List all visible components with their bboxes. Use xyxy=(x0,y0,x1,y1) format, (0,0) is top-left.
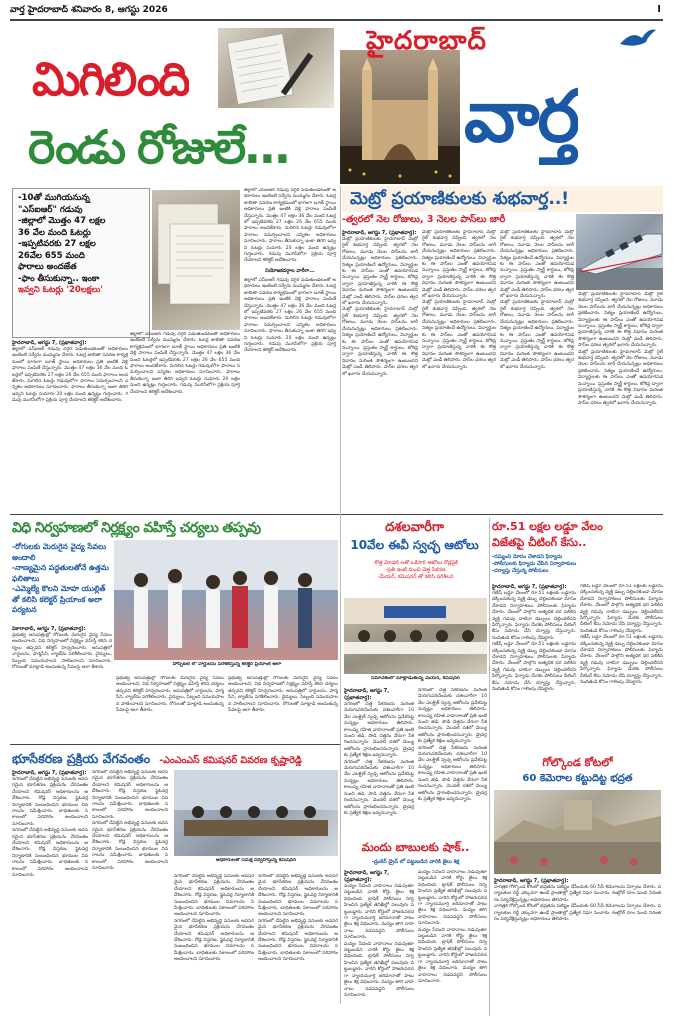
negligence-bullets xyxy=(12,542,112,622)
negligence-photo-caption-wrap xyxy=(116,662,338,674)
land-body-col4 xyxy=(258,874,338,1014)
laddu-headline-1-wrap xyxy=(492,520,663,536)
metro-body-text-cont2: మెట్రో ప్రయాణికులకు హైదరాబాద్ మెట్రో రైల్ శుభవార్త చెప్పింది. త్వరలో నెల రోజులు, మూడు నెలల పాస్‌లను జారీ చేయనున్నట్లు అధికారులు ప్రకటించారు. నిత్యం ప్రయాణించే ఉద్యోగులు, విద్యార్థులకు ఈ పాస్‌లు ఎంతో ఉపయోగపడనున్నాయి. ప్రస్తుతం స్మార్ట్ కార్డులు, టోకెన్ల ద్వారా ప్రయాణిస్తున్న వారికి ఈ కొత్త విధానం మరింత సౌకర్యంగా ఉంటుందని మెట్రో ఎండీ తెలిపారు. పాస్‌ల ధరలు త్వరలో ఖరారు చేయనున్నారు. xyxy=(500,230,574,300)
land-headline-wrap xyxy=(12,748,338,766)
metro-body-text-cont3: మెట్రో ప్రయాణికులకు హైదరాబాద్ మెట్రో రైల్ శుభవార్త చెప్పింది. త్వరలో నెల రోజులు, మూడు నెలల పాస్‌లను జారీ చేయనున్నట్లు అధికారులు ప్రకటించారు. నిత్యం ప్రయాణించే ఉద్యోగులు, విద్యార్థులకు ఈ పాస్‌లు ఎంతో ఉపయోగపడనున్నాయి. ప్రస్తుతం స్మార్ట్ కార్డులు, టోకెన్ల ద్వారా ప్రయాణిస్తున్న వారికి ఈ కొత్త విధానం మరింత సౌకర్యంగా ఉంటుందని మెట్రో ఎండీ తెలిపారు. పాస్‌ల ధరలు త్వరలో ఖరారు చేయనున్నారు. xyxy=(578,292,663,349)
land-headline-2: -ఎంఎంఎస్ కమిషనర్ వివరణ కృష్ణారెడ్డి xyxy=(159,755,302,766)
masthead-dateline: వార్త హైదరాబాద్ శనివారం 8, ఆగస్టు 2026 xyxy=(10,5,168,15)
ev-body-col2 xyxy=(418,688,487,836)
cameras-headline-1-wrap xyxy=(492,756,663,772)
land-meeting-photo xyxy=(174,770,338,856)
liquor-body-text: మద్యం సేవించి వాహనాలు నడుపుతూ పట్టుబడిన వారికి కోర్టు జైలు శిక్ష విధించింది. ట్రాఫిక్ పోలీసులు నిర్వహించిన ప్రత్యేక తనిఖీల్లో పలువురు పట్టుబడ్డారు. వారిని కోర్టులో హాజరుపరచగా న్యాయమూర్తి జరిమానాతో పాటు జైలు శిక్ష విధించారు. మద్యం తాగి వాహనాలు నడపవద్దని పోలీసులు సూచించారు. xyxy=(344,884,414,941)
land-dateline: హైదరాబాద్, ఆగస్టు 7, (ప్రభాతవార్త): xyxy=(12,770,87,776)
negligence-bullet-3: -ఎమ్మెల్యే కొలని మోహ యుల్లిత్ తో కలిసి కలెక్టర్ ప్రియాంక అలా పర్యటన xyxy=(12,584,106,614)
land-body-text-cont2: నగరంలో చేపట్టిన అభివృద్ధి పనులకు అవసరమైన భూసేకరణ ప్రక్రియను వేగవంతం చేయాలని కమిషనర్ అధికారులను ఆదేశించారు. రోడ్ల విస్తరణ, ఫ్లైఓవర్ల నిర్మాణానికి సంబంధించిన భూముల వివరాలను సమీక్షించారు. బాధితులకు సకాలంలో పరిహారం అందించాలని సూచించారు. xyxy=(174,874,254,918)
laddu-body-text-b: గణేష్ లడ్డూ వేలంలో రూ.51 లక్షలకు లడ్డూను దక్కించుకున్న వ్యక్తి డబ్బు చెల్లించకుండా మోసం చేశాడని నిర్వాహకులు పోలీసులకు ఫిర్యాదు చేశారు. వేలంలో పాల్గొని అత్యధిక ధర పలికిన వ్యక్తి గడువు దాటినా డబ్బులు చెల్లించలేదని పేర్కొన్నారు. ఫిర్యాదు మేరకు పోలీసులు చీటింగ్ కేసు నమోదు చేసి దర్యాప్తు చేస్తున్నారు. నిందితుడి కోసం గాలింపు చేపట్టారు. xyxy=(492,642,576,693)
bird-logo-icon xyxy=(618,26,658,52)
lead-bullets xyxy=(18,193,144,297)
cameras-dateline: హైదరాబాద్, ఆగస్టు 7, (ప్రభాతవార్త): xyxy=(494,878,569,884)
liquor-body-col2 xyxy=(418,870,487,1016)
liquor-dateline: హైదరాబాద్, ఆగస్టు 7, (ప్రభాతవార్త): xyxy=(344,870,390,883)
fort-icon xyxy=(494,790,661,874)
lead-dateline: హైదరాబాద్, ఆగస్టు 7, (ప్రభాతవార్త): xyxy=(12,340,87,346)
ev-headline-1: దశలవారీగా xyxy=(385,520,444,535)
negligence-body-text-cont: ప్రభుత్వ ఆసుపత్రుల్లో రోగులకు మెరుగైన వైద్య సేవలు అందించాలని, విధి నిర్వహణలో నిర్లక్ష్యం వహిస్తే కఠిన చర్యలు తప్పవని కలెక్టర్ హెచ్చరించారు. ఆసుపత్రిలో వార్డులను, ఫార్మసీని, ల్యాబ్‌ను పరిశీలించారు. వైద్యులు, సిబ్బంది సమయపాలన పాటించాలని సూచించారు. రోగులతో మాట్లాడి అందుతున్న సేవలపై ఆరా తీశారు. xyxy=(116,676,224,714)
ballot-paper-photo xyxy=(218,28,334,108)
ev-body-text-cont-b: నగరంలో చెత్త సేకరణను మరింత మెరుగుపరిచేందుకు దశలవారీగా 10 వేల ఎలక్ట్రిక్ స్వచ్ఛ ఆటోలను ప్రవేశపెట్టనున్నట్లు అధికారులు తెలిపారు. కాలుష్య రహిత వాహనాలతో ప్రతి ఇంటి నుంచి తడి, పొడి చెత్తను వేరుగా సేకరించనున్నారు. మొదటి దశలో వెయ్యి ఆటోలను ప్రారంభించనున్నారు. డ్రైవర్లకు ప్రత్యేక శిక్షణ ఇవ్వనున్నారు. xyxy=(418,745,487,802)
ev-bullet-3: -మేయర్, కమిషనర్ తో కలిసి పరిశీలన xyxy=(377,574,454,580)
negligence-headline-wrap xyxy=(12,520,338,538)
lead-bullet-6: 26వేల 655 మంది xyxy=(18,250,85,261)
negligence-headline: విధి నిర్వహణలో నిర్లక్ష్యం వహిస్తే చర్యలు తప్పవు xyxy=(12,520,261,536)
column-rule-right xyxy=(489,518,490,1018)
metro-headline-band xyxy=(342,186,663,212)
negligence-body-text-cont2: ప్రభుత్వ ఆసుపత్రుల్లో రోగులకు మెరుగైన వైద్య సేవలు అందించాలని, విధి నిర్వహణలో నిర్లక్ష్యం వహిస్తే కఠిన చర్యలు తప్పవని కలెక్టర్ హెచ్చరించారు. ఆసుపత్రిలో వార్డులను, ఫార్మసీని, ల్యాబ్‌ను పరిశీలించారు. వైద్యులు, సిబ్బంది సమయపాలన పాటించాలని సూచించారు. రోగులతో మాట్లాడి అందుతున్న సేవలపై ఆరా తీశారు. xyxy=(228,676,338,714)
metro-body-text-cont: మెట్రో ప్రయాణికులకు హైదరాబాద్ మెట్రో రైల్ శుభవార్త చెప్పింది. త్వరలో నెల రోజులు, మూడు నెలల పాస్‌లను జారీ చేయనున్నట్లు అధికారులు ప్రకటించారు. నిత్యం ప్రయాణించే ఉద్యోగులు, విద్యార్థులకు ఈ పాస్‌లు ఎంతో ఉపయోగపడనున్నాయి. ప్రస్తుతం స్మార్ట్ కార్డులు, టోకెన్ల ద్వారా ప్రయాణిస్తున్న వారికి ఈ కొత్త విధానం మరింత సౌకర్యంగా ఉంటుందని మెట్రో ఎండీ తెలిపారు. పాస్‌ల ధరలు త్వరలో ఖరారు చేయనున్నారు. xyxy=(422,230,496,300)
lead-headline-line1: మిగిలింది xyxy=(32,52,189,106)
land-body-text-cont: నగరంలో చేపట్టిన అభివృద్ధి పనులకు అవసరమైన భూసేకరణ ప్రక్రియను వేగవంతం చేయాలని కమిషనర్ అధికారులను ఆదేశించారు. రోడ్ల విస్తరణ, ఫ్లైఓవర్ల నిర్మాణానికి సంబంధించిన భూముల వివరాలను సమీక్షించారు. బాధితులకు సకాలంలో పరిహారం అందించాలని సూచించారు. xyxy=(92,770,168,820)
metro-train-photo xyxy=(576,214,663,290)
conference-table-icon xyxy=(174,770,338,856)
liquor-body-text-cont: మద్యం సేవించి వాహనాలు నడుపుతూ పట్టుబడిన వారికి కోర్టు జైలు శిక్ష విధించింది. ట్రాఫిక్ పోలీసులు నిర్వహించిన ప్రత్యేక తనిఖీల్లో పలువురు పట్టుబడ్డారు. వారిని కోర్టులో హాజరుపరచగా న్యాయమూర్తి జరిమానాతో పాటు జైలు శిక్ష విధించారు. మద్యం తాగి వాహనాలు నడపవద్దని పోలీసులు సూచించారు. xyxy=(418,870,487,927)
negligence-body-col1 xyxy=(12,626,112,742)
negligence-bullet-1: -రోగులకు మెరుగైన వైద్య సేవలు అందాలి xyxy=(12,542,107,562)
negligence-dateline: వికారాబాద్, ఆగస్టు 7, (ప్రభాతవార్త): xyxy=(12,626,86,632)
land-body-text-cont-b: నగరంలో చేపట్టిన అభివృద్ధి పనులకు అవసరమైన భూసేకరణ ప్రక్రియను వేగవంతం చేయాలని కమిషనర్ అధికారులను ఆదేశించారు. రోడ్ల విస్తరణ, ఫ్లైఓవర్ల నిర్మాణానికి సంబంధించిన భూముల వివరాలను సమీక్షించారు. బాధితులకు సకాలంలో పరిహారం అందించాలని సూచించారు. xyxy=(92,821,168,872)
form-stack-icon xyxy=(152,190,240,330)
laddu-body-text: గణేష్ లడ్డూ వేలంలో రూ.51 లక్షలకు లడ్డూను దక్కించుకున్న వ్యక్తి డబ్బు చెల్లించకుండా మోసం చేశాడని నిర్వాహకులు పోలీసులకు ఫిర్యాదు చేశారు. వేలంలో పాల్గొని అత్యధిక ధర పలికిన వ్యక్తి గడువు దాటినా డబ్బులు చెల్లించలేదని పేర్కొన్నారు. ఫిర్యాదు మేరకు పోలీసులు చీటింగ్ కేసు నమోదు చేసి దర్యాప్తు చేస్తున్నారు. నిందితుడి కోసం గాలింపు చేపట్టారు. xyxy=(492,591,576,641)
ev-headline-2-wrap xyxy=(342,538,487,560)
lead-bullet-4: 36 వేల మంది ఓటర్లు xyxy=(18,227,91,238)
negligence-photo-caption: హాస్పిటల్ లో వార్డులను పరిశీలిస్తున్న కలెక్టర్ ప్రియాంక అలా xyxy=(172,662,282,667)
ev-bullets xyxy=(344,560,487,596)
ev-dateline: హైదరాబాద్, ఆగస్టు 7, (ప్రభాతవార్త): xyxy=(344,688,390,701)
metro-body-col4 xyxy=(578,292,663,510)
lead-bullet-8: -ఫాం తీసుకున్నా.. ఇంకా xyxy=(18,273,100,284)
negligence-body-text: ప్రభుత్వ ఆసుపత్రుల్లో రోగులకు మెరుగైన వైద్య సేవలు అందించాలని, విధి నిర్వహణలో నిర్లక్ష్యం వహిస్తే కఠిన చర్యలు తప్పవని కలెక్టర్ హెచ్చరించారు. ఆసుపత్రిలో వార్డులను, ఫార్మసీని, ల్యాబ్‌ను పరిశీలించారు. వైద్యులు, సిబ్బంది సమయపాలన పాటించాలని సూచించారు. రోగులతో మాట్లాడి అందుతున్న సేవలపై ఆరా తీశారు. xyxy=(12,633,112,671)
collector-visit-photo xyxy=(114,540,338,660)
land-body-col2 xyxy=(92,770,168,1014)
lead-body-col1 xyxy=(12,340,128,510)
lead-bullet-9: ఇవ్వని ఓటర్లు '20లక్షలు' xyxy=(18,285,103,295)
land-body-col1 xyxy=(12,770,88,1014)
ev-photo-caption-wrap xyxy=(344,676,487,686)
metro-body-text-cont-b: మెట్రో ప్రయాణికులకు హైదరాబాద్ మెట్రో రైల్ శుభవార్త చెప్పింది. త్వరలో నెల రోజులు, మూడు నెలల పాస్‌లను జారీ చేయనున్నట్లు అధికారులు ప్రకటించారు. నిత్యం ప్రయాణించే ఉద్యోగులు, విద్యార్థులకు ఈ పాస్‌లు ఎంతో ఉపయోగపడనున్నాయి. ప్రస్తుతం స్మార్ట్ కార్డులు, టోకెన్ల ద్వారా ప్రయాణిస్తున్న వారికి ఈ కొత్త విధానం మరింత సౌకర్యంగా ఉంటుందని మెట్రో ఎండీ తెలిపారు. పాస్‌ల ధరలు త్వరలో ఖరారు చేయనున్నారు. xyxy=(422,300,496,370)
laddu-bullet-2: -పోలీసులకు ఫిర్యాదు చేసిన నిర్వాహకులు xyxy=(492,561,577,567)
negligence-body-col2 xyxy=(116,676,224,742)
laddu-bullet-3: -దర్యాప్తు చేస్తున్న పోలీసులు xyxy=(492,568,549,574)
section-divider-1 xyxy=(10,514,663,515)
laddu-headline-2-wrap xyxy=(492,536,663,552)
ev-body-text-b: నగరంలో చెత్త సేకరణను మరింత మెరుగుపరిచేందుకు దశలవారీగా 10 వేల ఎలక్ట్రిక్ స్వచ్ఛ ఆటోలను ప్రవేశపెట్టనున్నట్లు అధికారులు తెలిపారు. కాలుష్య రహిత వాహనాలతో ప్రతి ఇంటి నుంచి తడి, పొడి చెత్తను వేరుగా సేకరించనున్నారు. మొదటి దశలో వెయ్యి ఆటోలను ప్రారంభించనున్నారు. డ్రైవర్లకు ప్రత్యేక శిక్షణ ఇవ్వనున్నారు. xyxy=(344,759,414,816)
ev-meeting-photo xyxy=(344,598,487,674)
lead-body-text-cont3: జిల్లాలో ఎస్ఐఆర్ గడువు దగ్గర పడుతుండటంతో అధికారులు ఇంటింటి సర్వేను ముమ్మరం చేశారు. ఓటర్ల జాబితా సవరణ కార్యక్రమంలో భాగంగా బూత్ స్థాయి అధికారులు ప్రతి ఇంటికి వెళ్లి ఫారాలు పంపిణీ చేస్తున్నారు. మొత్తం 47 లక్షల 36 వేల మంది ఓటర్లలో ఇప్పటివరకు 27 లక్షల 26 వేల 655 మంది ఫారాలు అందజేశారు. మిగిలిన ఓటర్లు గడువులోగా ఫారాలు సమర్పించాలని ఎన్నికల అధికారులు సూచించారు. ఫారాలు తీసుకున్నా ఇంకా తిరిగి ఇవ్వని ఓటర్లు సుమారు 20 లక్షల మంది ఉన్నట్లు గుర్తించారు. గడువు ముగిసేలోగా ప్రక్రియ పూర్తి చేయాలని కలెక్టర్ ఆదేశించారు. xyxy=(244,277,336,354)
metro-body-col1 xyxy=(342,230,418,510)
column-rule-main xyxy=(340,186,341,1004)
lead-body-text: జిల్లాలో ఎస్ఐఆర్ గడువు దగ్గర పడుతుండటంతో అధికారులు ఇంటింటి సర్వేను ముమ్మరం చేశారు. ఓటర్ల జాబితా సవరణ కార్యక్రమంలో భాగంగా బూత్ స్థాయి అధికారులు ప్రతి ఇంటికి వెళ్లి ఫారాలు పంపిణీ చేస్తున్నారు. మొత్తం 47 లక్షల 36 వేల మంది ఓటర్లలో ఇప్పటివరకు 27 లక్షల 26 వేల 655 మంది ఫారాలు అందజేశారు. మిగిలిన ఓటర్లు గడువులోగా ఫారాలు సమర్పించాలని ఎన్నికల అధికారులు సూచించారు. ఫారాలు తీసుకున్నా ఇంకా తిరిగి ఇవ్వని ఓటర్లు సుమారు 20 లక్షల మంది ఉన్నట్లు గుర్తించారు. గడువు ముగిసేలోగా ప్రక్రియ పూర్తి చేయాలని కలెక్టర్ ఆదేశించారు. xyxy=(12,347,128,404)
liquor-body-text-cont-b: మద్యం సేవించి వాహనాలు నడుపుతూ పట్టుబడిన వారికి కోర్టు జైలు శిక్ష విధించింది. ట్రాఫిక్ పోలీసులు నిర్వహించిన ప్రత్యేక తనిఖీల్లో పలువురు పట్టుబడ్డారు. వారిని కోర్టులో హాజరుపరచగా న్యాయమూర్తి జరిమానాతో పాటు జైలు శిక్ష విధించారు. మద్యం తాగి వాహనాలు నడపవద్దని పోలీసులు సూచించారు. xyxy=(418,927,487,984)
metro-body-text-cont2-b: మెట్రో ప్రయాణికులకు హైదరాబాద్ మెట్రో రైల్ శుభవార్త చెప్పింది. త్వరలో నెల రోజులు, మూడు నెలల పాస్‌లను జారీ చేయనున్నట్లు అధికారులు ప్రకటించారు. నిత్యం ప్రయాణించే ఉద్యోగులు, విద్యార్థులకు ఈ పాస్‌లు ఎంతో ఉపయోగపడనున్నాయి. ప్రస్తుతం స్మార్ట్ కార్డులు, టోకెన్ల ద్వారా ప్రయాణిస్తున్న వారికి ఈ కొత్త విధానం మరింత సౌకర్యంగా ఉంటుందని మెట్రో ఎండీ తెలిపారు. పాస్‌ల ధరలు త్వరలో ఖరారు చేయనున్నారు. xyxy=(500,300,574,370)
metro-body-text: మెట్రో ప్రయాణికులకు హైదరాబాద్ మెట్రో రైల్ శుభవార్త చెప్పింది. త్వరలో నెల రోజులు, మూడు నెలల పాస్‌లను జారీ చేయనున్నట్లు అధికారులు ప్రకటించారు. నిత్యం ప్రయాణించే ఉద్యోగులు, విద్యార్థులకు ఈ పాస్‌లు ఎంతో ఉపయోగపడనున్నాయి. ప్రస్తుతం స్మార్ట్ కార్డులు, టోకెన్ల ద్వారా ప్రయాణిస్తున్న వారికి ఈ కొత్త విధానం మరింత సౌకర్యంగా ఉంటుందని మెట్రో ఎండీ తెలిపారు. పాస్‌ల ధరలు త్వరలో ఖరారు చేయనున్నారు. xyxy=(342,237,418,307)
land-photo-caption: అధికారులతో సమీక్ష నిర్వహిస్తున్న కమిషనర్ xyxy=(215,858,297,863)
laddu-bullet-1: -నమ్మించి మోసం చేశాడని ఫిర్యాదు xyxy=(492,554,563,560)
lead-bullet-7: ఫారాలు అందజేత xyxy=(18,262,77,272)
lead-body-text-cont2: జిల్లాలో ఎస్ఐఆర్ గడువు దగ్గర పడుతుండటంతో అధికారులు ఇంటింటి సర్వేను ముమ్మరం చేశారు. ఓటర్ల జాబితా సవరణ కార్యక్రమంలో భాగంగా బూత్ స్థాయి అధికారులు ప్రతి ఇంటికి వెళ్లి ఫారాలు పంపిణీ చేస్తున్నారు. మొత్తం 47 లక్షల 36 వేల మంది ఓటర్లలో ఇప్పటివరకు 27 లక్షల 26 వేల 655 మంది ఫారాలు అందజేశారు. మిగిలిన ఓటర్లు గడువులోగా ఫారాలు సమర్పించాలని ఎన్నికల అధికారులు సూచించారు. ఫారాలు తీసుకున్నా ఇంకా తిరిగి ఇవ్వని ఓటర్లు సుమారు 20 లక్షల మంది ఉన్నట్లు గుర్తించారు. గడువు ముగిసేలోగా ప్రక్రియ పూర్తి చేయాలని కలెక్టర్ ఆదేశించారు. xyxy=(244,188,336,264)
cameras-body-text: చారిత్రక గోల్కొండ కోటలో భద్రతను పటిష్టం చేసేందుకు 60 సీసీ కెమెరాలను ఏర్పాటు చేశారు. పర్యాటకుల రద్దీ ఎక్కువగా ఉండే ప్రాంతాల్లో ప్రత్యేక నిఘా పెంచారు. కంట్రోల్ రూం నుంచి నిరంతరం పర్యవేక్షిస్తున్నట్లు అధికారులు తెలిపారు. xyxy=(494,885,661,903)
lead-bullet-box xyxy=(12,188,150,338)
cameras-headline-2-wrap xyxy=(492,772,663,788)
liquor-subhead: -డ్రంకెన్ డ్రైవ్ లో పట్టుబడిన వారికి జైలు శిక్ష xyxy=(371,859,460,865)
cameras-headline-2: 60 కెమెరాల కట్టుదిట్ట భద్రత xyxy=(522,773,633,784)
negligence-body-col3 xyxy=(228,676,338,742)
cameras-body-text-b: చారిత్రక గోల్కొండ కోటలో భద్రతను పటిష్టం చేసేందుకు 60 సీసీ కెమెరాలను ఏర్పాటు చేశారు. పర్యాటకుల రద్దీ ఎక్కువగా ఉండే ప్రాంతాల్లో ప్రత్యేక నిఘా పెంచారు. కంట్రోల్ రూం నుంచి నిరంతరం పర్యవేక్షిస్తున్నట్లు అధికారులు తెలిపారు. xyxy=(494,904,661,923)
laddu-body-col1 xyxy=(492,584,576,754)
ev-body-text-cont: నగరంలో చెత్త సేకరణను మరింత మెరుగుపరిచేందుకు దశలవారీగా 10 వేల ఎలక్ట్రిక్ స్వచ్ఛ ఆటోలను ప్రవేశపెట్టనున్నట్లు అధికారులు తెలిపారు. కాలుష్య రహిత వాహనాలతో ప్రతి ఇంటి నుంచి తడి, పొడి చెత్తను వేరుగా సేకరించనున్నారు. మొదటి దశలో వెయ్యి ఆటోలను ప్రారంభించనున్నారు. డ్రైవర్లకు ప్రత్యేక శిక్షణ ఇవ్వనున్నారు. xyxy=(418,688,487,745)
page-number: I xyxy=(657,4,661,15)
land-body-text-cont3-b: నగరంలో చేపట్టిన అభివృద్ధి పనులకు అవసరమైన భూసేకరణ ప్రక్రియను వేగవంతం చేయాలని కమిషనర్ అధికారులను ఆదేశించారు. రోడ్ల విస్తరణ, ఫ్లైఓవర్ల నిర్మాణానికి సంబంధించిన భూముల వివరాలను సమీక్షించారు. బాధితులకు సకాలంలో పరిహారం అందించాలని సూచించారు. xyxy=(258,918,338,963)
liquor-headline: మందు బాబులకు షాక్.. xyxy=(361,840,470,854)
section-divider-2 xyxy=(10,744,340,745)
charminar-photo xyxy=(340,50,460,184)
lead-bullet-5: -ఇప్పటివరకు 27 లక్షల xyxy=(18,239,96,249)
cameras-headline-1: గోల్కొండ కోటలో xyxy=(542,756,613,769)
lead-headline-line2: రెండు రోజులే... xyxy=(28,120,289,174)
ev-bullet-1: -కొత్త మోడల్ లతో ఒకేసారి ఆటోలు రోడ్లపైకి xyxy=(373,560,458,566)
bottom-print-strip xyxy=(0,1016,673,1024)
lead-body-col3 xyxy=(244,188,336,510)
laddu-dateline: హైదరాబాద్, ఆగస్టు 7, (ప్రభాతవార్త): xyxy=(492,584,567,590)
land-body-text: నగరంలో చేపట్టిన అభివృద్ధి పనులకు అవసరమైన భూసేకరణ ప్రక్రియను వేగవంతం చేయాలని కమిషనర్ అధికారులను ఆదేశించారు. రోడ్ల విస్తరణ, ఫ్లైఓవర్ల నిర్మాణానికి సంబంధించిన భూముల వివరాలను సమీక్షించారు. బాధితులకు సకాలంలో పరిహారం అందించాలని సూచించారు. xyxy=(12,777,88,827)
ev-body-col1 xyxy=(344,688,414,836)
land-headline: భూసేకరణ ప్రక్రియ వేగవంతం xyxy=(12,751,151,766)
lead-body-col2 xyxy=(130,332,240,510)
laddu-body-text-cont: గణేష్ లడ్డూ వేలంలో రూ.51 లక్షలకు లడ్డూను దక్కించుకున్న వ్యక్తి డబ్బు చెల్లించకుండా మోసం చేశాడని నిర్వాహకులు పోలీసులకు ఫిర్యాదు చేశారు. వేలంలో పాల్గొని అత్యధిక ధర పలికిన వ్యక్తి గడువు దాటినా డబ్బులు చెల్లించలేదని పేర్కొన్నారు. ఫిర్యాదు మేరకు పోలీసులు చీటింగ్ కేసు నమోదు చేసి దర్యాప్తు చేస్తున్నారు. నిందితుడి కోసం గాలింపు చేపట్టారు. xyxy=(580,584,663,634)
land-body-text-b: నగరంలో చేపట్టిన అభివృద్ధి పనులకు అవసరమైన భూసేకరణ ప్రక్రియను వేగవంతం చేయాలని కమిషనర్ అధికారులను ఆదేశించారు. రోడ్ల విస్తరణ, ఫ్లైఓవర్ల నిర్మాణానికి సంబంధించిన భూముల వివరాలను సమీక్షించారు. బాధితులకు సకాలంలో పరిహారం అందించాలని సూచించారు. xyxy=(12,828,88,879)
metro-dateline: హైదరాబాద్, ఆగస్టు 7, (ప్రభాతవార్త): xyxy=(342,230,417,236)
lead-bullet-1: -10తో ముగియనున్న xyxy=(18,193,90,203)
metro-body-col3 xyxy=(500,230,574,510)
voter-form-photo xyxy=(152,190,240,330)
metro-train-icon xyxy=(576,214,663,290)
lead-subhead: నియోజకవర్గాల వారీగా... xyxy=(265,267,315,274)
lead-body-text-cont: జిల్లాలో ఎస్ఐఆర్ గడువు దగ్గర పడుతుండటంతో అధికారులు ఇంటింటి సర్వేను ముమ్మరం చేశారు. ఓటర్ల జాబితా సవరణ కార్యక్రమంలో భాగంగా బూత్ స్థాయి అధికారులు ప్రతి ఇంటికి వెళ్లి ఫారాలు పంపిణీ చేస్తున్నారు. మొత్తం 47 లక్షల 36 వేల మంది ఓటర్లలో ఇప్పటివరకు 27 లక్షల 26 వేల 655 మంది ఫారాలు అందజేశారు. మిగిలిన ఓటర్లు గడువులోగా ఫారాలు సమర్పించాలని ఎన్నికల అధికారులు సూచించారు. ఫారాలు తీసుకున్నా ఇంకా తిరిగి ఇవ్వని ఓటర్లు సుమారు 20 లక్షల మంది ఉన్నట్లు గుర్తించారు. గడువు ముగిసేలోగా ప్రక్రియ పూర్తి చేయాలని కలెక్టర్ ఆదేశించారు. xyxy=(130,332,240,395)
lead-bullet-2: "ఎస్ఐఆర్" గడువు xyxy=(18,204,83,215)
liquor-body-col1 xyxy=(344,870,414,1016)
liquor-subhead-wrap xyxy=(344,858,487,868)
metro-body-col2 xyxy=(422,230,496,510)
ev-bullet-2: -ప్రతి ఇంటి నుంచి చెత్త సేకరణ xyxy=(385,567,446,573)
top-divider xyxy=(10,19,663,21)
land-body-text-cont3: నగరంలో చేపట్టిన అభివృద్ధి పనులకు అవసరమైన భూసేకరణ ప్రక్రియను వేగవంతం చేయాలని కమిషనర్ అధికారులను ఆదేశించారు. రోడ్ల విస్తరణ, ఫ్లైఓవర్ల నిర్మాణానికి సంబంధించిన భూముల వివరాలను సమీక్షించారు. బాధితులకు సకాలంలో పరిహారం అందించాలని సూచించారు. xyxy=(258,874,338,918)
metro-headline: మెట్రో ప్రయాణికులకు శుభవార్త..! xyxy=(350,189,570,209)
metro-subhead-band xyxy=(342,214,574,228)
document-icon xyxy=(218,28,334,108)
land-body-col3 xyxy=(174,874,254,1014)
metro-body-text-b: మెట్రో ప్రయాణికులకు హైదరాబాద్ మెట్రో రైల్ శుభవార్త చెప్పింది. త్వరలో నెల రోజులు, మూడు నెలల పాస్‌లను జారీ చేయనున్నట్లు అధికారులు ప్రకటించారు. నిత్యం ప్రయాణించే ఉద్యోగులు, విద్యార్థులకు ఈ పాస్‌లు ఎంతో ఉపయోగపడనున్నాయి. ప్రస్తుతం స్మార్ట్ కార్డులు, టోకెన్ల ద్వారా ప్రయాణిస్తున్న వారికి ఈ కొత్త విధానం మరింత సౌకర్యంగా ఉంటుందని మెట్రో ఎండీ తెలిపారు. పాస్‌ల ధరలు త్వరలో ఖరారు చేయనున్నారు. xyxy=(342,307,418,377)
land-photo-caption-wrap xyxy=(174,858,338,872)
lead-bullet-3: -జిల్లాలో మొత్తం 47 లక్షల xyxy=(18,216,106,226)
negligence-bullet-2: -నాణ్యమైన పద్ధతులతోనే ఉత్తమ ఫలితాలు xyxy=(12,563,109,583)
top-strip xyxy=(10,4,663,18)
masthead-city: హైదరాబాద్ xyxy=(366,26,487,56)
masthead-logo-block xyxy=(340,24,663,184)
cameras-fort-photo xyxy=(494,790,661,874)
meeting-icon xyxy=(344,598,487,674)
masthead-paper-name: వార్త xyxy=(464,74,579,158)
cameras-body xyxy=(494,878,661,1018)
laddu-headline-1: రూ.51 లక్షల లడ్డూ వేలం xyxy=(492,520,603,533)
charminar-icon xyxy=(340,50,460,184)
ev-body-text: నగరంలో చెత్త సేకరణను మరింత మెరుగుపరిచేందుకు దశలవారీగా 10 వేల ఎలక్ట్రిక్ స్వచ్ఛ ఆటోలను ప్రవేశపెట్టనున్నట్లు అధికారులు తెలిపారు. కాలుష్య రహిత వాహనాలతో ప్రతి ఇంటి నుంచి తడి, పొడి చెత్తను వేరుగా సేకరించనున్నారు. మొదటి దశలో వెయ్యి ఆటోలను ప్రారంభించనున్నారు. డ్రైవర్లకు ప్రత్యేక శిక్షణ ఇవ్వనున్నారు. xyxy=(344,702,414,759)
land-body-text-cont2-b: నగరంలో చేపట్టిన అభివృద్ధి పనులకు అవసరమైన భూసేకరణ ప్రక్రియను వేగవంతం చేయాలని కమిషనర్ అధికారులను ఆదేశించారు. రోడ్ల విస్తరణ, ఫ్లైఓవర్ల నిర్మాణానికి సంబంధించిన భూముల వివరాలను సమీక్షించారు. బాధితులకు సకాలంలో పరిహారం అందించాలని సూచించారు. xyxy=(174,918,254,963)
group-of-people-icon xyxy=(114,540,338,660)
liquor-headline-wrap xyxy=(344,840,487,856)
ev-headline-2: 10వేల ఈవీ స్వచ్ఛ ఆటోలు xyxy=(350,538,479,552)
liquor-body-text-b: మద్యం సేవించి వాహనాలు నడుపుతూ పట్టుబడిన వారికి కోర్టు జైలు శిక్ష విధించింది. ట్రాఫిక్ పోలీసులు నిర్వహించిన ప్రత్యేక తనిఖీల్లో పలువురు పట్టుబడ్డారు. వారిని కోర్టులో హాజరుపరచగా న్యాయమూర్తి జరిమానాతో పాటు జైలు శిక్ష విధించారు. మద్యం తాగి వాహనాలు నడపవద్దని పోలీసులు సూచించారు. xyxy=(344,941,414,998)
metro-subhead: -త్వరలో నెల రోజులు, 3 నెలల పాస్‌లు జారీ xyxy=(342,214,506,225)
lead-headline-block xyxy=(10,24,336,186)
laddu-headline-2: విజేతపై చీటింగ్ కేసు.. xyxy=(492,536,587,549)
laddu-body-text-cont-b: గణేష్ లడ్డూ వేలంలో రూ.51 లక్షలకు లడ్డూను దక్కించుకున్న వ్యక్తి డబ్బు చెల్లించకుండా మోసం చేశాడని నిర్వాహకులు పోలీసులకు ఫిర్యాదు చేశారు. వేలంలో పాల్గొని అత్యధిక ధర పలికిన వ్యక్తి గడువు దాటినా డబ్బులు చెల్లించలేదని పేర్కొన్నారు. ఫిర్యాదు మేరకు పోలీసులు చీటింగ్ కేసు నమోదు చేసి దర్యాప్తు చేస్తున్నారు. నిందితుడి కోసం గాలింపు చేపట్టారు. xyxy=(580,635,663,686)
ev-photo-caption: సమావేశంలో మాట్లాడుతున్న మేయర్, కమిషనర్ xyxy=(371,676,460,681)
metro-body-text-cont3-b: మెట్రో ప్రయాణికులకు హైదరాబాద్ మెట్రో రైల్ శుభవార్త చెప్పింది. త్వరలో నెల రోజులు, మూడు నెలల పాస్‌లను జారీ చేయనున్నట్లు అధికారులు ప్రకటించారు. నిత్యం ప్రయాణించే ఉద్యోగులు, విద్యార్థులకు ఈ పాస్‌లు ఎంతో ఉపయోగపడనున్నాయి. ప్రస్తుతం స్మార్ట్ కార్డులు, టోకెన్ల ద్వారా ప్రయాణిస్తున్న వారికి ఈ కొత్త విధానం మరింత సౌకర్యంగా ఉంటుందని మెట్రో ఎండీ తెలిపారు. పాస్‌ల ధరలు త్వరలో ఖరారు చేయనున్నారు. xyxy=(578,349,663,406)
laddu-body-col2 xyxy=(580,584,663,754)
